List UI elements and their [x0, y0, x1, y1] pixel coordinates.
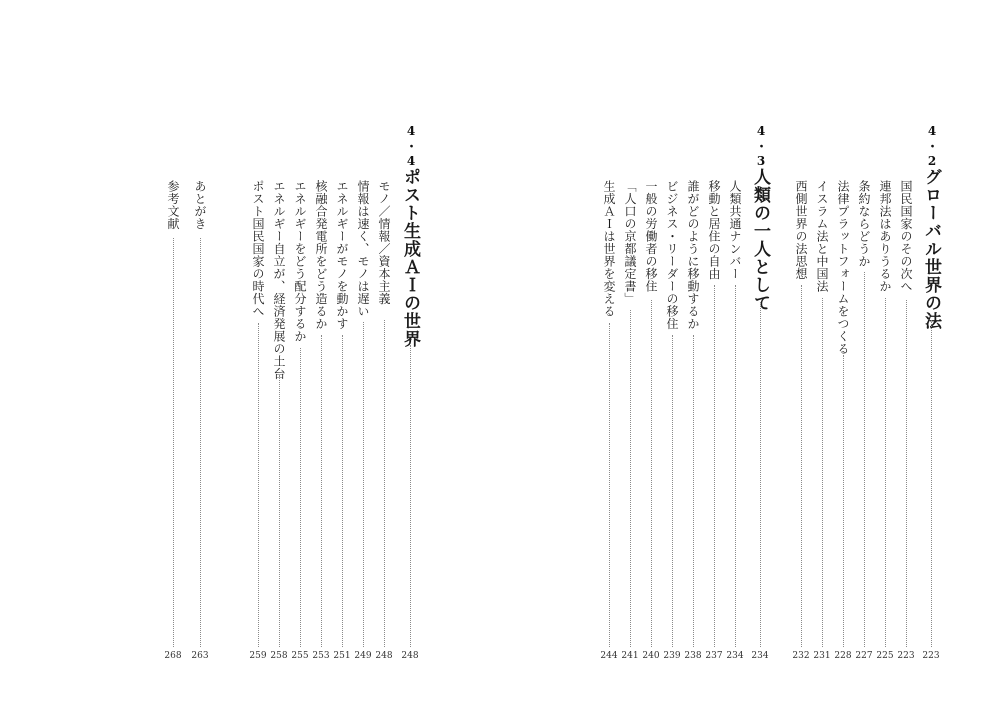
dot-leader [714, 285, 715, 647]
entry-title: エネルギーをどう配分するか [293, 180, 307, 343]
entry-title: 条約ならどうか [857, 180, 871, 268]
page-number: 223 [922, 651, 940, 661]
dot-leader [931, 320, 932, 647]
page-number: 248 [375, 651, 393, 661]
dot-leader [822, 298, 823, 647]
entry-title: 生成ＡＩは世界を変える [602, 180, 616, 318]
dot-leader [651, 300, 652, 647]
entry-title: 「人口の京都議定書」 [623, 180, 637, 305]
page-number: 244 [600, 651, 618, 661]
page-number: 225 [876, 651, 894, 661]
dot-leader [609, 323, 610, 647]
dot-leader [410, 345, 411, 647]
entry-title: 核融合発電所をどう造るか [314, 180, 328, 330]
entry-title: 移動と居住の自由 [707, 180, 721, 280]
section-number: 4・3 [754, 124, 768, 170]
page-number: 253 [312, 651, 330, 661]
page-number: 228 [834, 651, 852, 661]
dot-leader [760, 302, 761, 647]
page-number: 259 [249, 651, 267, 661]
page-number: 239 [663, 651, 681, 661]
entry-title: 法律プラットフォームをつくる [836, 180, 850, 355]
entry-title: 連邦法はありうるか [878, 180, 892, 293]
dot-leader [864, 272, 865, 647]
entry-title: 参考文献 [166, 180, 180, 230]
section-number: 4・4 [404, 124, 418, 170]
page-number: 227 [855, 651, 873, 661]
dot-leader [200, 238, 201, 647]
entry-title: イスラム法と中国法 [815, 180, 829, 293]
entry-title: 一般の労働者の移住 [644, 180, 658, 293]
dot-leader [258, 323, 259, 647]
page-number: 237 [705, 651, 723, 661]
entry-title: 人類共通ナンバー [728, 180, 742, 280]
dot-leader [279, 375, 280, 647]
page-number: 234 [751, 651, 769, 661]
entry-title: ビジネス・リーダーの移住 [665, 180, 679, 330]
entry-title: ポスト国民国家の時代へ [251, 180, 265, 318]
page-number: 268 [164, 651, 182, 661]
page-number: 223 [897, 651, 915, 661]
right-page [500, 0, 1000, 727]
entry-title: 情報は速く、モノは遅い [356, 180, 370, 318]
page-number: 255 [291, 651, 309, 661]
dot-leader [363, 322, 364, 647]
page-number: 251 [333, 651, 351, 661]
page-number: 238 [684, 651, 702, 661]
entry-title: 誰がどのように移動するか [686, 180, 700, 330]
dot-leader [885, 298, 886, 647]
page-number: 234 [726, 651, 744, 661]
page-number: 241 [621, 651, 639, 661]
entry-title: 西側世界の法思想 [794, 180, 808, 280]
dot-leader [321, 335, 322, 647]
section-number: 4・2 [925, 124, 939, 170]
dot-leader [672, 335, 673, 647]
entry-title: エネルギーがモノを動かす [335, 180, 349, 330]
dot-leader [173, 238, 174, 647]
entry-title: あとがき [193, 180, 207, 230]
dot-leader [693, 335, 694, 647]
entry-title: モノ／情報／資本主義 [377, 180, 391, 305]
dot-leader [630, 310, 631, 647]
dot-leader [735, 285, 736, 647]
heading-title: 人類の一人として [750, 168, 770, 312]
entry-title: 国民国家のその次へ [899, 180, 913, 293]
page-number: 263 [191, 651, 209, 661]
dot-leader [801, 285, 802, 647]
dot-leader [384, 320, 385, 647]
page-number: 248 [401, 651, 419, 661]
page-number: 240 [642, 651, 660, 661]
page-number: 258 [270, 651, 288, 661]
heading-title: ポスト生成ＡＩの世界 [400, 168, 420, 348]
page-number: 231 [813, 651, 831, 661]
page-number: 249 [354, 651, 372, 661]
dot-leader [843, 355, 844, 647]
entry-title: エネルギー自立が、経済発展の土台 [272, 180, 286, 380]
page-number: 232 [792, 651, 810, 661]
dot-leader [906, 300, 907, 647]
dot-leader [300, 348, 301, 647]
dot-leader [342, 335, 343, 647]
heading-title: グローバル世界の法 [921, 168, 941, 330]
